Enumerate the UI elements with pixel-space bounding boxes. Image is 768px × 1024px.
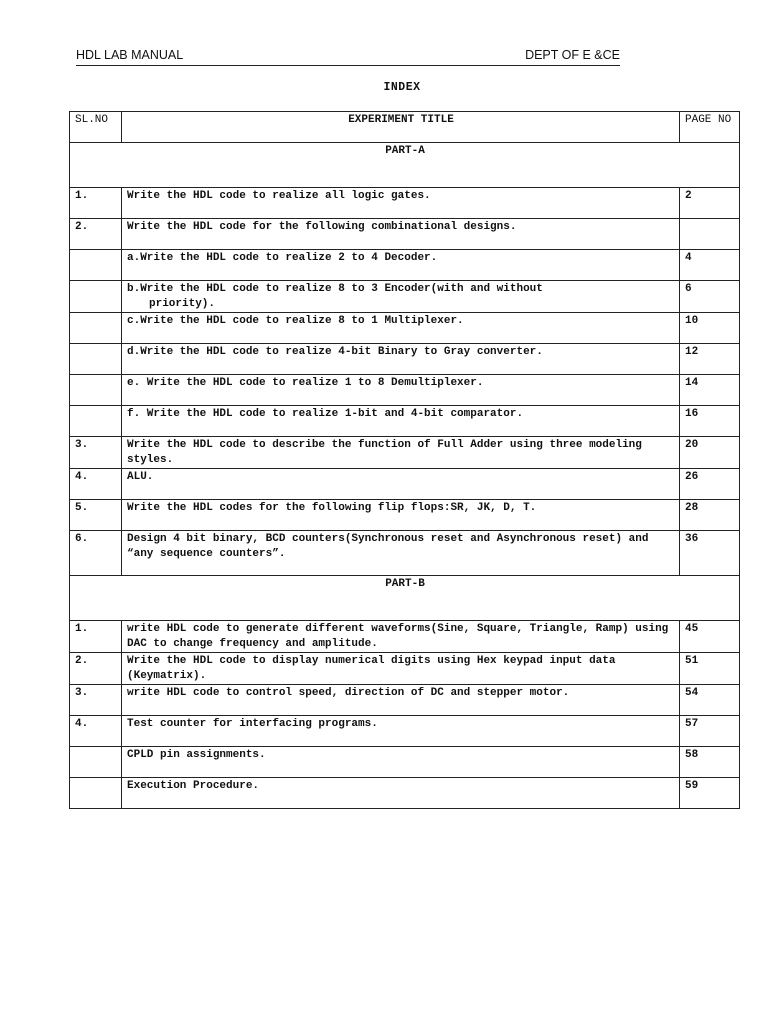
- row-title: Design 4 bit binary, BCD counters(Synchronous reset and Asynchronous reset) and “any sequence counters”.: [122, 531, 680, 576]
- row-title: c.Write the HDL code to realize 8 to 1 Multiplexer.: [122, 313, 680, 344]
- table-row: [70, 313, 740, 344]
- table-row: [70, 188, 740, 219]
- row-title-line-2: priority).: [149, 298, 216, 310]
- table-row: [70, 685, 740, 716]
- table-row: [70, 437, 740, 469]
- row-sl: [70, 778, 122, 809]
- row-title: a.Write the HDL code to realize 2 to 4 Decoder.: [122, 250, 680, 281]
- row-sl: 5.: [70, 500, 122, 531]
- table-row: [70, 621, 740, 653]
- row-title: Execution Procedure.: [122, 778, 680, 809]
- table-row: [70, 344, 740, 375]
- row-sl: [70, 375, 122, 406]
- index-table: [69, 111, 740, 809]
- row-page: 58: [680, 747, 740, 778]
- table-row: [70, 250, 740, 281]
- row-sl: [70, 406, 122, 437]
- page-title: INDEX: [383, 81, 421, 94]
- row-page: 59: [680, 778, 740, 809]
- header-department: DEPT OF E &CE: [525, 48, 620, 62]
- table-row: [70, 778, 740, 809]
- row-page: 28: [680, 500, 740, 531]
- row-title: e. Write the HDL code to realize 1 to 8 Demultiplexer.: [122, 375, 680, 406]
- table-row: [70, 716, 740, 747]
- row-title: Write the HDL code to realize all logic gates.: [122, 188, 680, 219]
- row-title: Write the HDL code to describe the function of Full Adder using three modeling styles.: [122, 437, 680, 469]
- part-b-row: [70, 576, 740, 621]
- row-title: CPLD pin assignments.: [122, 747, 680, 778]
- row-sl: 1.: [70, 621, 122, 653]
- table-row: [70, 747, 740, 778]
- row-sl: 6.: [70, 531, 122, 576]
- row-title: [122, 281, 680, 313]
- row-title-line-1: b.Write the HDL code to realize 8 to 3 Encoder(with and without: [127, 283, 543, 295]
- part-a-heading: PART-A: [70, 143, 740, 188]
- row-page: 14: [680, 375, 740, 406]
- table-row: [70, 500, 740, 531]
- row-title: Write the HDL code to display numerical digits using Hex keypad input data (Keymatrix).: [122, 653, 680, 685]
- table-row: [70, 469, 740, 500]
- table-row: [70, 531, 740, 576]
- part-b-heading: PART-B: [70, 576, 740, 621]
- column-header-sl-no: SL.NO: [70, 112, 122, 143]
- row-sl: [70, 313, 122, 344]
- header-manual-title: HDL LAB MANUAL: [76, 48, 184, 62]
- table-row: [70, 406, 740, 437]
- row-page: 4: [680, 250, 740, 281]
- row-title: write HDL code to generate different waveforms(Sine, Square, Triangle, Ramp) using DAC to change frequency and amplitude.: [122, 621, 680, 653]
- table-row: [70, 375, 740, 406]
- column-header-experiment-title: EXPERIMENT TITLE: [122, 112, 680, 143]
- row-page: 2: [680, 188, 740, 219]
- row-page: 45: [680, 621, 740, 653]
- part-a-row: [70, 143, 740, 188]
- row-page: 26: [680, 469, 740, 500]
- row-sl: 2.: [70, 653, 122, 685]
- row-sl: 2.: [70, 219, 122, 250]
- row-title: f. Write the HDL code to realize 1-bit and 4-bit comparator.: [122, 406, 680, 437]
- row-title: Test counter for interfacing programs.: [122, 716, 680, 747]
- row-page: 36: [680, 531, 740, 576]
- row-sl: 1.: [70, 188, 122, 219]
- row-page: 20: [680, 437, 740, 469]
- table-header-row: [70, 112, 740, 143]
- row-page: 6: [680, 281, 740, 313]
- table-row: [70, 281, 740, 313]
- table-row: [70, 219, 740, 250]
- row-page: 10: [680, 313, 740, 344]
- row-title: Write the HDL code for the following combinational designs.: [122, 219, 680, 250]
- row-title: write HDL code to control speed, direction of DC and stepper motor.: [122, 685, 680, 716]
- row-page: 57: [680, 716, 740, 747]
- row-page: 51: [680, 653, 740, 685]
- row-page: [680, 219, 740, 250]
- page-header: [76, 47, 620, 66]
- row-page: 54: [680, 685, 740, 716]
- row-title: Write the HDL codes for the following flip flops:SR, JK, D, T.: [122, 500, 680, 531]
- row-sl: [70, 281, 122, 313]
- column-header-page-no: PAGE NO: [680, 112, 740, 143]
- table-row: [70, 653, 740, 685]
- row-sl: [70, 747, 122, 778]
- row-sl: [70, 250, 122, 281]
- row-title: ALU.: [122, 469, 680, 500]
- row-sl: 3.: [70, 685, 122, 716]
- row-sl: 4.: [70, 716, 122, 747]
- row-sl: 3.: [70, 437, 122, 469]
- row-page: 12: [680, 344, 740, 375]
- row-page: 16: [680, 406, 740, 437]
- row-sl: [70, 344, 122, 375]
- row-sl: 4.: [70, 469, 122, 500]
- row-title: d.Write the HDL code to realize 4-bit Binary to Gray converter.: [122, 344, 680, 375]
